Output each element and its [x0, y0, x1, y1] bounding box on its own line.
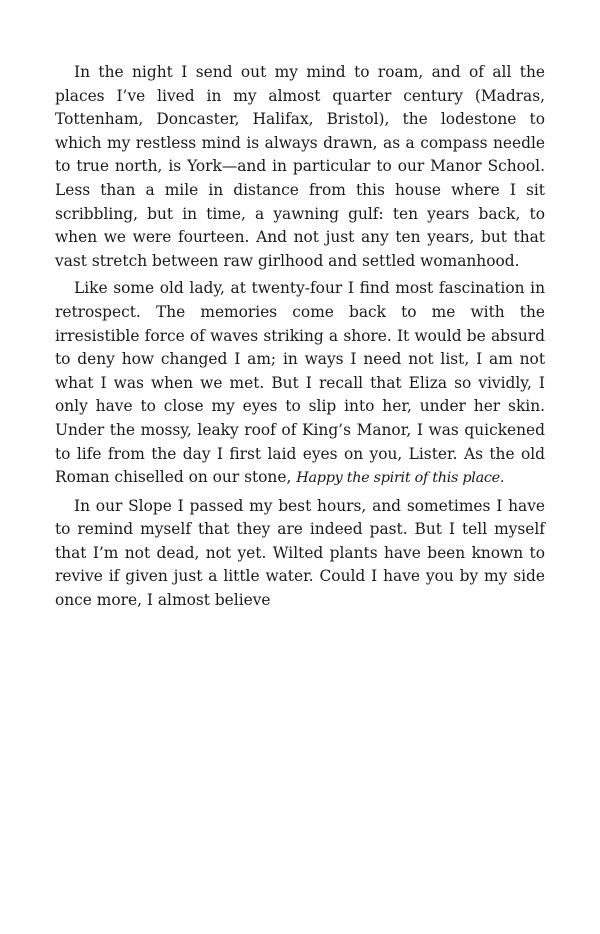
paragraph-3-text: In our Slope I passed my best hours, and sometimes I have to remind myself that they are indeed past. But I tell myself that I’m not dead, not yet. Wilted plants have been known to revive if given just a little water. Could I have you by my side once more, I almost believe — [55, 496, 545, 610]
paragraph-1 — [55, 61, 545, 273]
roman-inscription-quote: Happy the spirit of this place. — [296, 470, 505, 487]
paragraph-1-text: In the night I send out my mind to roam, and of all the places I’ve lived in my almost quarter century (Madras, Tottenham, Doncaster, Halifax, Bristol), the lodestone to which my restless mind is always drawn, as a compass needle to true north, is York—and in particular to our Manor School. Less than a mile in distance from this house where I sit scribbling, but in time, a yawning gulf: ten years back, to when we were fourteen. And not just any ten years, but that vast stretch between raw girlhood and settled womanhood. — [55, 63, 545, 270]
paragraph-3 — [55, 495, 545, 613]
paragraph-2-text: Like some old lady, at twenty-four I find most fascination in retrospect. The memories come back to me with the irresistible force of waves striking a shore. It would be absurd to deny how changed I am; in ways I need not list, I am not what I was when we met. But I recall that Eliza so vividly, I only have to close my eyes to slip into her, under her skin. Under the mossy, leaky roof of King’s Manor, I was quickened to life from the day I first laid eyes on you, Lister. As the old Roman chiselled on our stone, — [55, 279, 545, 487]
page-text — [55, 61, 545, 613]
paragraph-2 — [55, 277, 545, 490]
